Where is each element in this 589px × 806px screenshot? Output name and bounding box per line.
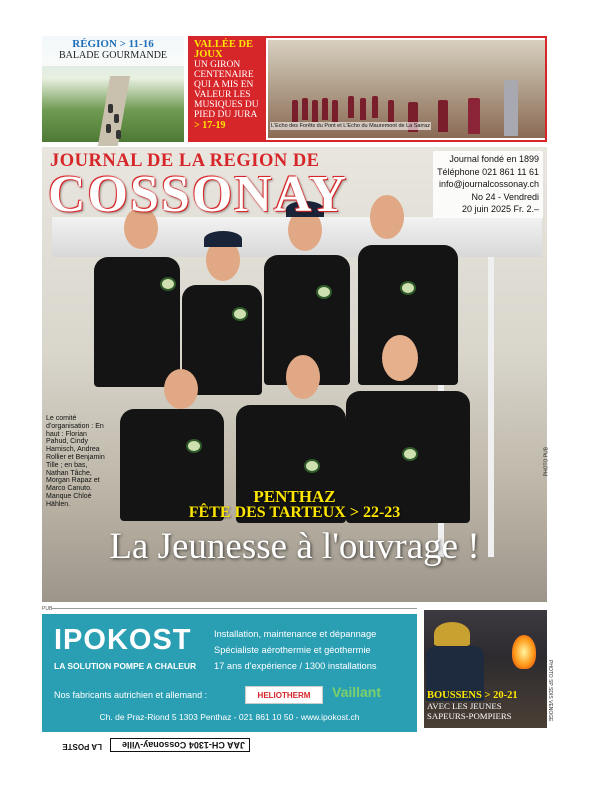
- cover-photo-caption: Le comité d'organisation : En haut : Florian Pahud, Cindy Harnisch, Andrea Rollier et Benjamin Tille ; en bas, Nathan Tâche, Morgan Rapaz et Marco Canuto. Manque Chloé Hählen.: [46, 415, 105, 508]
- teaser-region[interactable]: [42, 36, 184, 142]
- teaser-boussens-subtitle: AVEC LES JEUNES SAPEURS-POMPIERS: [427, 701, 512, 721]
- masthead-info: [433, 151, 543, 218]
- ad-tagline: LA SOLUTION POMPE A CHALEUR: [54, 661, 197, 671]
- teaser-vallee-pages: > 17-19: [194, 120, 226, 131]
- la-poste-logo: LA POSTE: [62, 742, 102, 751]
- masthead-phone[interactable]: Téléphone 021 861 11 61: [437, 166, 539, 177]
- masthead-founded: Journal fondé en 1899: [449, 154, 539, 164]
- masthead-line1: JOURNAL DE LA REGION DE: [50, 151, 320, 171]
- masthead-issue: No 24 - Vendredi: [471, 191, 539, 202]
- pub-divider: [52, 608, 417, 609]
- heliotherm-logo: HELIOTHERM: [245, 686, 323, 704]
- ipokost-advertisement[interactable]: [42, 614, 417, 732]
- vaillant-logo: Vaillant: [332, 684, 382, 700]
- teaser-region-title: RÉGION > 11-16: [72, 38, 154, 50]
- teaser-region-subtitle: BALADE GOURMANDE: [58, 50, 168, 61]
- masthead-title: COSSONAY: [48, 166, 349, 223]
- ad-service-item: Installation, maintenance et dépannage: [214, 629, 377, 639]
- masthead-email[interactable]: info@journalcossonay.ch: [438, 179, 539, 189]
- cyclist-figure: [116, 130, 121, 139]
- postal-jaa: JAA CH-1304 Cossonay-Ville: [110, 738, 250, 752]
- teaser-vallee-kicker: VALLÉE DE JOUX: [194, 39, 254, 60]
- cyclist-figure: [106, 124, 111, 133]
- ad-service-item: Spécialiste aérothermie et géothermie: [214, 645, 371, 655]
- teaser-region-label-band: [42, 36, 184, 66]
- cover-photo-credit: PHOTO PUB: [543, 447, 549, 477]
- teaser-boussens[interactable]: [424, 610, 547, 728]
- pub-label: PUB: [42, 606, 53, 612]
- ad-services: [214, 626, 377, 674]
- teaser-vallee-caption: L'Echo des Forêts du Pont et L'Echo du Mauremont de La Sarraz: [271, 123, 430, 129]
- cover-hero: [42, 147, 547, 602]
- cyclist-figure: [108, 104, 113, 113]
- ad-brand: IPOKOST: [54, 624, 192, 656]
- ad-address: Ch. de Praz-Riond 5 1303 Penthaz - 021 861 10 50 - www.ipokost.ch: [99, 712, 360, 722]
- cover-headline[interactable]: La Jeunesse à l'ouvrage !: [109, 526, 480, 567]
- teaser-vallee-de-joux[interactable]: [188, 36, 547, 142]
- postal-strip: [42, 738, 250, 752]
- firefighter-helmet: [434, 622, 470, 646]
- ad-partners-text: Nos fabricants autrichien et allemand :: [54, 690, 208, 700]
- teaser-vallee-textbox: [190, 38, 266, 140]
- teaser-boussens-textbox: [424, 688, 547, 723]
- teaser-boussens-credit: PHOTO SP SDIS VENOGE: [547, 660, 553, 722]
- ad-service-item: 17 ans d'expérience / 1300 installations: [214, 661, 377, 671]
- cover-kicker-event[interactable]: FÊTE DES TARTEUX > 22-23: [188, 504, 401, 521]
- fire-image: [512, 635, 536, 669]
- road-image: [98, 76, 130, 146]
- masthead-date-price: 20 juin 2025 Fr. 2.–: [461, 204, 539, 214]
- cyclist-figure: [114, 114, 119, 123]
- teaser-vallee-text: UN GIRON CENTENAIRE QUI A MIS EN VALEUR LES MUSIQUES DU PIED DU JURA: [194, 60, 259, 120]
- cover-kicker-place[interactable]: PENTHAZ: [253, 487, 336, 506]
- teaser-boussens-title: BOUSSENS > 20-21: [427, 690, 518, 701]
